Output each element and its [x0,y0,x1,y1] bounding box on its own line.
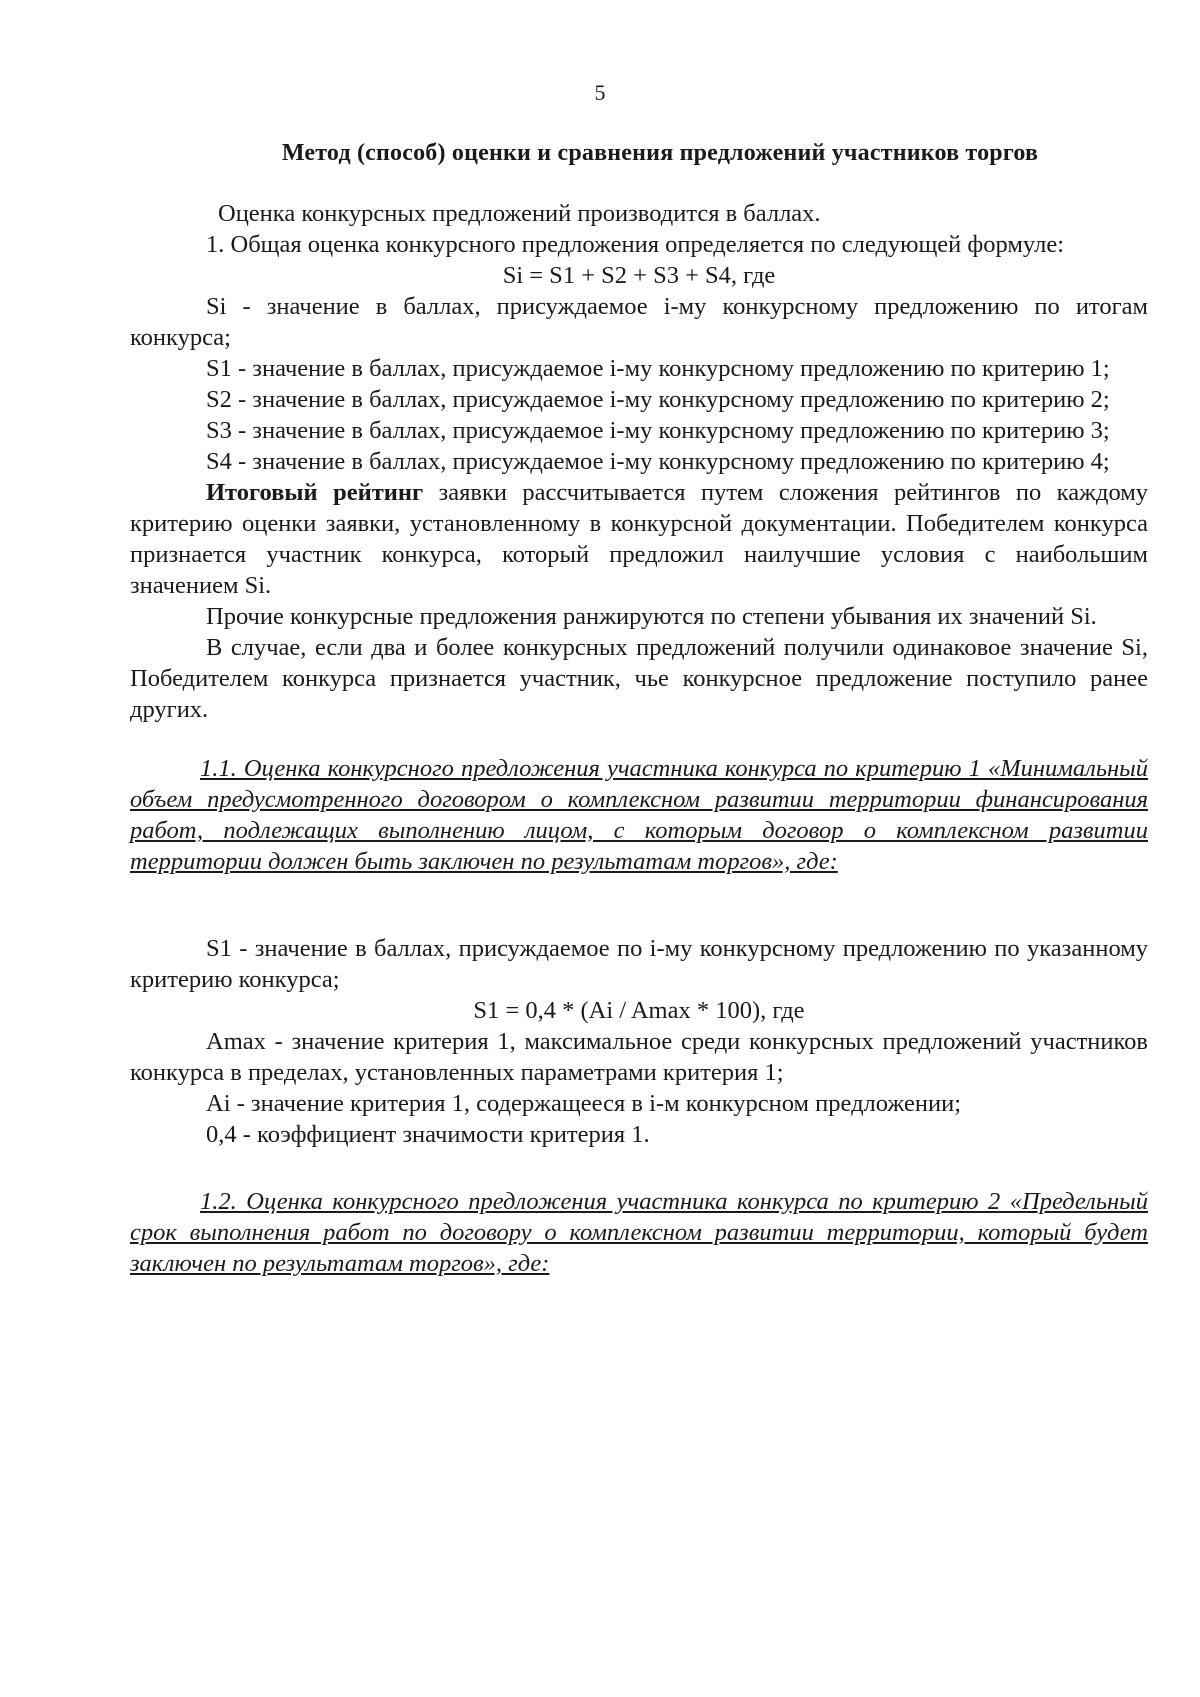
ai-definition: Ai - значение критерия 1, содержащееся в i-м конкурсном предложении; [206,1090,962,1117]
definition-s4: S4 - значение в баллах, присуждаемое i-му конкурсному предложению по критерию 4; [206,448,1110,475]
document-body [130,198,1148,1279]
tie-paragraph: В случае, если два и более конкурсных предложений получили одинаковое значение Si, Победителем конкурса признается участник, чье конкурсное предложение поступило ранее других. [130,634,1148,723]
coefficient-definition: 0,4 - коэффициент значимости критерия 1. [206,1121,650,1148]
spacer [130,725,1148,753]
section-1-2-heading: 1.2. Оценка конкурсного предложения участника конкурса по критерию 2 «Предельный срок выполнения работ по договору о комплексном развитии территории, который будет заключен по результатам торгов», где: [130,1188,1148,1277]
formula-total: Si = S1 + S2 + S3 + S4, где [502,262,776,289]
section-1-1-heading: 1.1. Оценка конкурсного предложения участника конкурса по критерию 1 «Минимальный объем предусмотренного договором о комплексном развитии территории финансирования работ, подлежащих выполнению лицом, с которым договор о комплексном развитии территории должен быть заключен по результатам торгов», где: [130,755,1148,875]
rating-text: заявки рассчитывается путем сложения рейтингов по каждому критерию оценки заявки, установленному в конкурсной документации. Победителем конкурса признается участник конкурса, который предложил наилучшие условия с наибольшим значением Si. [130,479,1148,599]
definition-s1: S1 - значение в баллах, присуждаемое i-му конкурсному предложению по критерию 1; [206,355,1110,382]
definition-si: Si - значение в баллах, присуждаемое i-му конкурсному предложению по итогам конкурса; [130,293,1148,351]
definition-s3: S3 - значение в баллах, присуждаемое i-му конкурсному предложению по критерию 3; [206,417,1110,444]
spacer [130,877,1148,933]
definition-s2: S2 - значение в баллах, присуждаемое i-му конкурсному предложению по критерию 2; [206,386,1110,413]
amax-definition: Amax - значение критерия 1, максимальное среди конкурсных предложений участников конкурса в пределах, установленных параметрами критерия 1; [130,1028,1148,1086]
rating-paragraph [130,477,1148,601]
intro-paragraph: Оценка конкурсных предложений производится в баллах. [218,200,821,227]
formula-s1: S1 = 0,4 * (Ai / Amax * 100), где [473,997,805,1024]
s1-definition: S1 - значение в баллах, присуждаемое по i-му конкурсному предложению по указанному критерию конкурса; [130,935,1148,993]
document-title: Метод (способ) оценки и сравнения предложений участников торгов [281,140,1039,166]
item-1-paragraph: 1. Общая оценка конкурсного предложения определяется по следующей формуле: [206,231,1065,258]
rating-term: Итоговый рейтинг [206,479,424,506]
spacer [130,1150,1148,1186]
page-number: 5 [594,80,606,105]
ranking-paragraph: Прочие конкурсные предложения ранжируются по степени убывания их значений Si. [206,603,1097,630]
